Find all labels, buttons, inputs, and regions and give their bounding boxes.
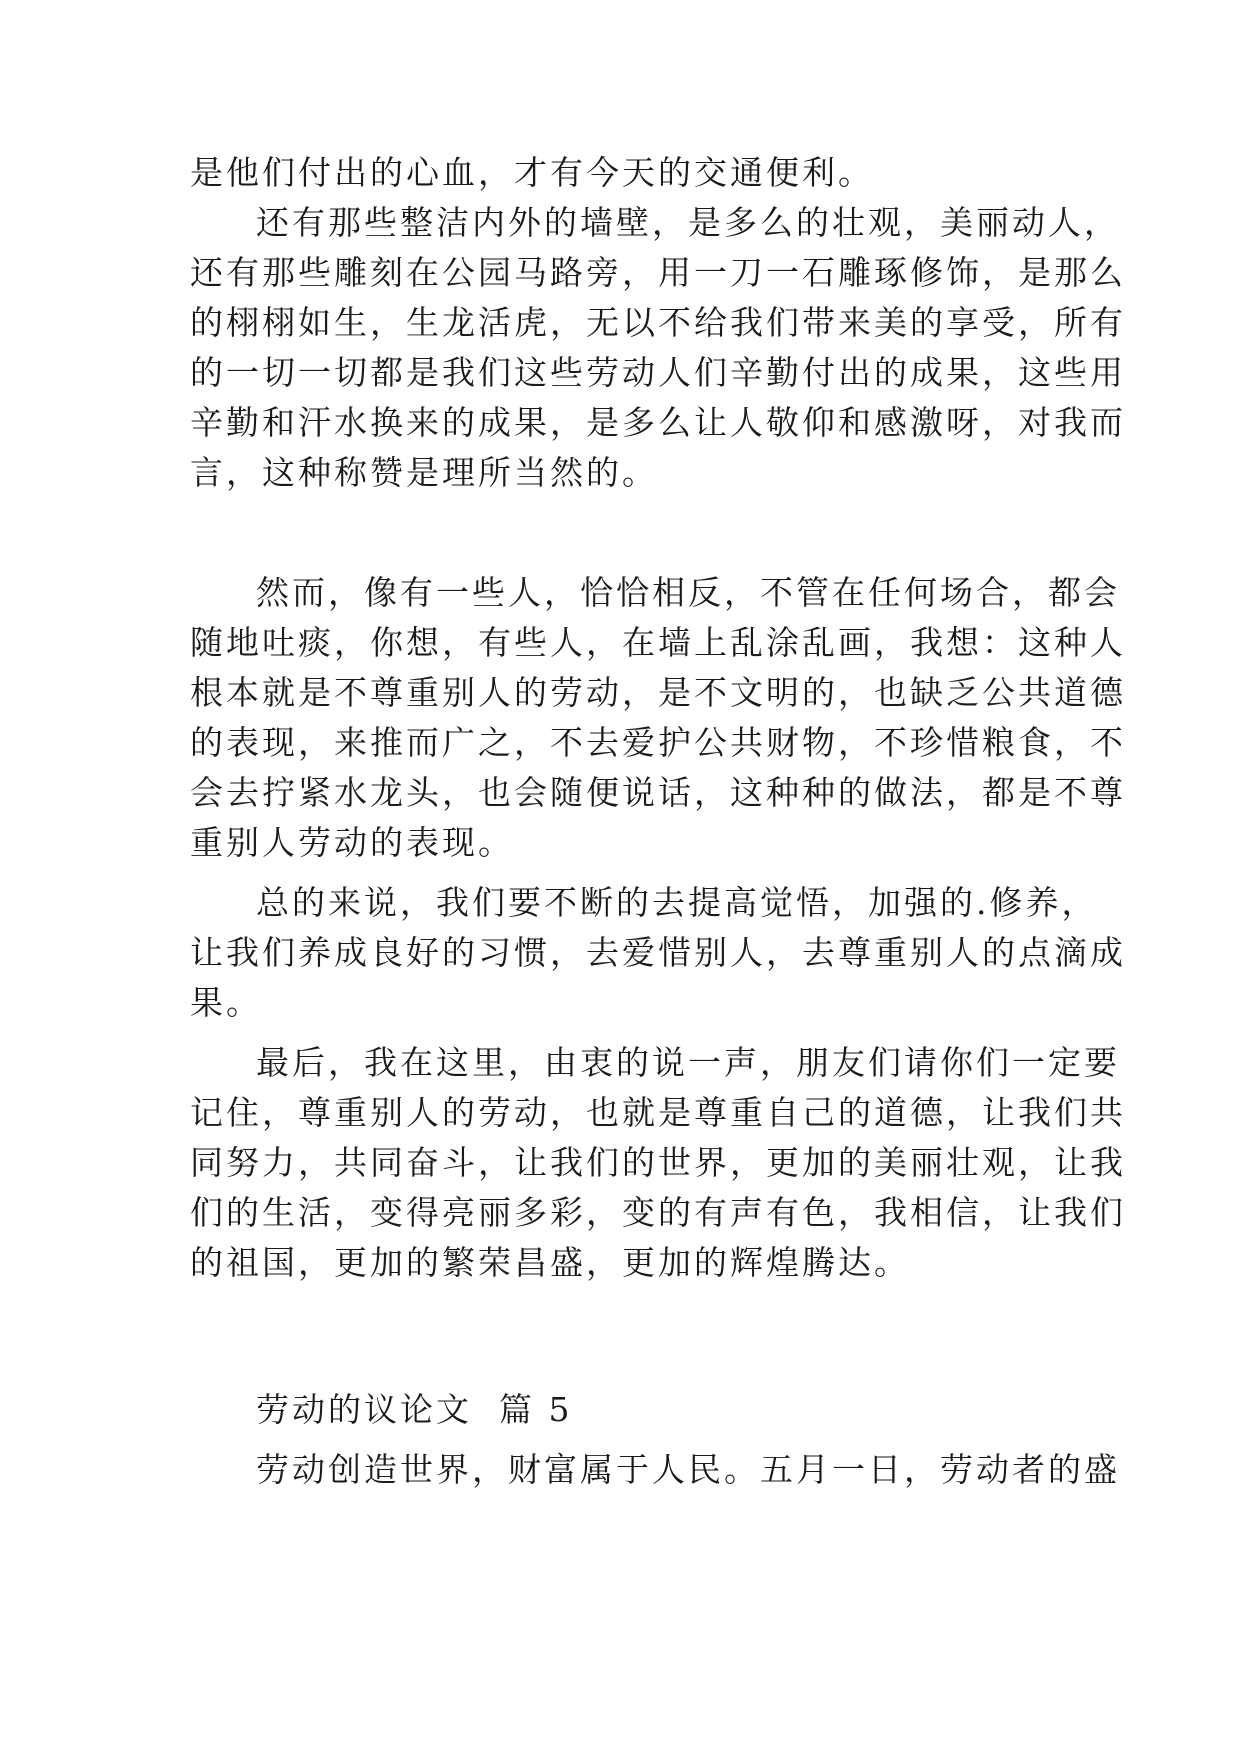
text-line: 果。 (190, 983, 262, 1022)
text-line: 会去拧紧水龙头，也会随便说话，这种种的做法，都是不尊 (190, 773, 1126, 812)
text-line: 重别人劳动的表现。 (190, 823, 514, 862)
text-line: 的栩栩如生，生龙活虎，无以不给我们带来美的享受，所有 (190, 303, 1126, 342)
paragraph-start: 还有那些整洁内外的墙壁，是多么的壮观，美丽动人， (256, 203, 1120, 242)
section-heading: 劳动的议论文 篇 5 (256, 1390, 573, 1429)
text-line: 根本就是不尊重别人的劳动，是不文明的，也缺乏公共道德 (190, 673, 1126, 712)
text-line: 的祖国，更加的繁荣昌盛，更加的辉煌腾达。 (190, 1243, 910, 1282)
text-line: 的一切一切都是我们这些劳动人们辛勤付出的成果，这些用 (190, 353, 1126, 392)
paragraph-start: 总的来说，我们要不断的去提高觉悟，加强的.修养， (256, 883, 1098, 922)
text-line: 记住，尊重别人的劳动，也就是尊重自己的道德，让我们共 (190, 1093, 1126, 1132)
text-line: 言，这种称赞是理所当然的。 (190, 453, 658, 492)
text-line: 的表现，来推而广之，不去爱护公共财物，不珍惜粮食，不 (190, 723, 1126, 762)
text-line: 们的生活，变得亮丽多彩，变的有声有色，我相信，让我们 (190, 1193, 1126, 1232)
text-line: 是他们付出的心血，才有今天的交通便利。 (190, 153, 874, 192)
paragraph-start: 然而，像有一些人，恰恰相反，不管在任何场合，都会 (256, 573, 1120, 612)
text-line: 还有那些雕刻在公园马路旁，用一刀一石雕琢修饰，是那么 (190, 253, 1126, 292)
text-line: 让我们养成良好的习惯，去爱惜别人，去尊重别人的点滴成 (190, 933, 1126, 972)
text-line: 同努力，共同奋斗，让我们的世界，更加的美丽壮观，让我 (190, 1143, 1126, 1182)
text-line: 随地吐痰，你想，有些人，在墙上乱涂乱画，我想：这种人 (190, 623, 1126, 662)
paragraph-start: 最后，我在这里，由衷的说一声，朋友们请你们一定要 (256, 1043, 1120, 1082)
paragraph-start: 劳动创造世界，财富属于人民。五月一日，劳动者的盛 (256, 1450, 1120, 1489)
text-line: 辛勤和汗水换来的成果，是多么让人敬仰和感激呀，对我而 (190, 403, 1126, 442)
